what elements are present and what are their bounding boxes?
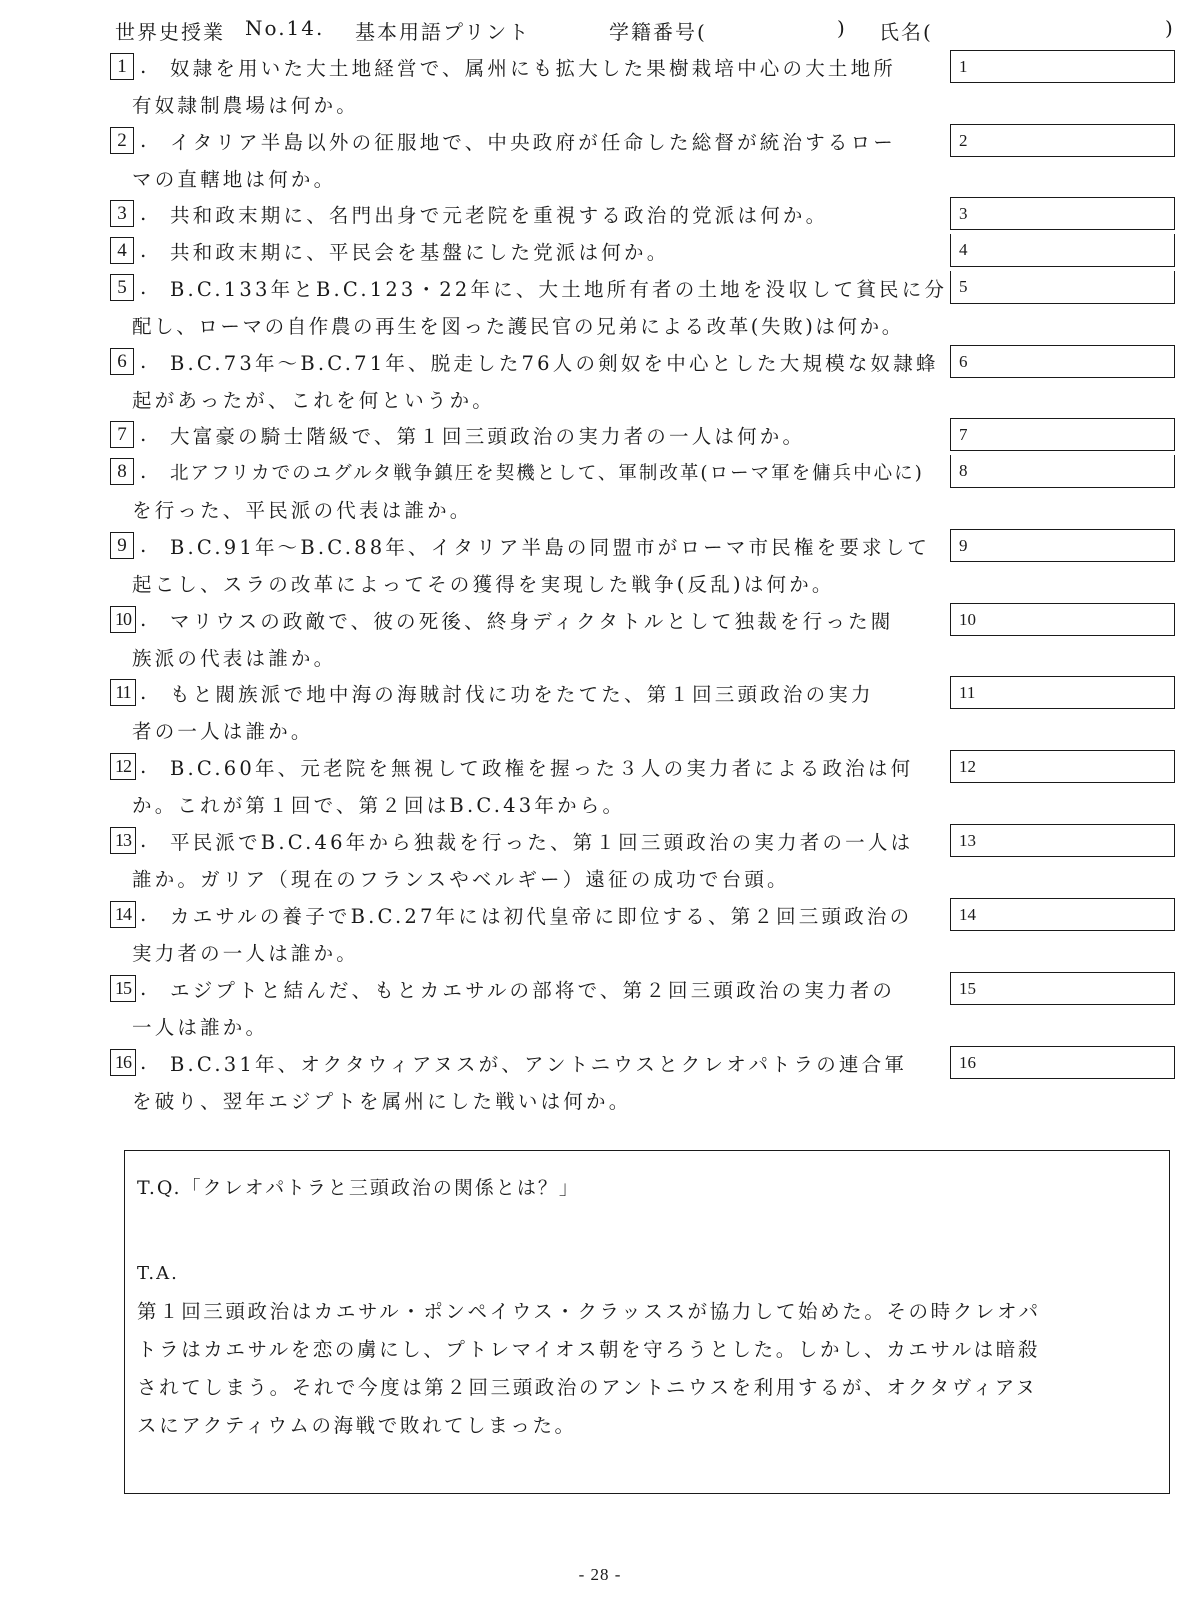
answer-box-2[interactable]: 2 <box>950 124 1175 157</box>
question-text-line2: 起こし、スラの改革によってその獲得を実現した戦争(反乱)は何か。 <box>132 573 835 596</box>
question-text-line1: カエサルの養子でB.C.27年には初代皇帝に即位する、第２回三頭政治の <box>170 905 913 928</box>
student-number-label: 学籍番号( <box>609 20 707 44</box>
answer-box-14[interactable]: 14 <box>950 898 1175 931</box>
question-text-line2: か。これが第１回で、第２回はB.C.43年から。 <box>132 794 626 817</box>
answer-box-10[interactable]: 10 <box>950 603 1175 636</box>
name-label: 氏名( <box>879 20 933 44</box>
question-text-line1: 北アフリカでのユグルタ戦争鎮圧を契機として、軍制改革(ローマ軍を傭兵中心に) <box>170 463 924 484</box>
question-text-line2: 一人は誰か。 <box>132 1016 269 1039</box>
course-title: 世界史授業 <box>115 20 225 44</box>
print-title: 基本用語プリント <box>355 20 531 44</box>
answer-box-5[interactable]: 5 <box>950 271 1175 304</box>
answer-box-7[interactable]: 7 <box>950 418 1175 451</box>
question-number: 10 <box>110 606 136 633</box>
question-text-line2: 族派の代表は誰か。 <box>132 647 337 670</box>
question-text-line2: 起があったが、これを何というか。 <box>132 389 496 412</box>
question-number: 13 <box>110 827 136 854</box>
question-text-line2: を破り、翌年エジプトを属州にした戦いは何か。 <box>132 1090 632 1113</box>
answer-box-13[interactable]: 13 <box>950 824 1175 857</box>
question-text-line1: マリウスの政敵で、彼の死後、終身ディクタトルとして独裁を行った閥 <box>170 610 894 633</box>
question-text-line2: 有奴隷制農場は何か。 <box>132 94 360 117</box>
question-text-line2: マの直轄地は何か。 <box>132 168 337 191</box>
question-text-line1: 奴隷を用いた大土地経営で、属州にも拡大した果樹栽培中心の大土地所 <box>170 57 897 80</box>
question-text-line1: エジプトと結んだ、もとカエサルの部将で、第２回三頭政治の実力者の <box>170 979 896 1002</box>
answer-box-8[interactable]: 8 <box>950 455 1175 488</box>
answer-line: トラはカエサルを恋の虜にし、プトレマイオス朝を守ろうとした。しかし、カエサルは暗殺 <box>137 1338 1040 1361</box>
question-number: 5 <box>110 274 134 301</box>
question-number: 15 <box>110 975 136 1002</box>
question-text-line1: もと閥族派で地中海の海賊討伐に功をたてた、第１回三頭政治の実力 <box>170 683 874 706</box>
think-answer-label: T.A. <box>137 1263 179 1284</box>
question-text-line1: B.C.31年、オクタウィアヌスが、アントニウスとクレオパトラの連合軍 <box>170 1053 908 1076</box>
question-number: 2 <box>110 127 134 154</box>
think-question-box <box>124 1150 1170 1494</box>
question-number: 9 <box>110 532 134 559</box>
question-text-line1: B.C.73年～B.C.71年、脱走した76人の剣奴を中心とした大規模な奴隷蜂 <box>170 352 939 375</box>
question-text-line1: イタリア半島以外の征服地で、中央政府が任命した総督が統治するロー <box>170 131 897 154</box>
question-number: 8 <box>110 458 134 485</box>
question-text-line1: B.C.60年、元老院を無視して政権を握った３人の実力者による政治は何 <box>170 757 914 780</box>
page-number: - 28 - <box>578 1565 622 1584</box>
question-number: 1 <box>110 53 134 80</box>
question-text-line1: 平民派でB.C.46年から独裁を行った、第１回三頭政治の実力者の一人は <box>170 831 914 854</box>
question-text-line2: 者の一人は誰か。 <box>132 720 314 743</box>
answer-box-16[interactable]: 16 <box>950 1046 1175 1079</box>
answer-box-3[interactable]: 3 <box>950 197 1175 230</box>
print-number: No.14. <box>245 16 325 40</box>
question-text-line1: B.C.133年とB.C.123・22年に、大土地所有者の土地を没収して貧民に分 <box>170 278 948 301</box>
question-number: 4 <box>110 237 134 264</box>
question-number: 6 <box>110 348 134 375</box>
question-text-line1: B.C.91年～B.C.88年、イタリア半島の同盟市がローマ市民権を要求して <box>170 536 931 559</box>
answer-box-15[interactable]: 15 <box>950 972 1175 1005</box>
page-header <box>115 12 1175 48</box>
answer-line: 第１回三頭政治はカエサル・ポンペイウス・クラッススが協力して始めた。その時クレオパ <box>137 1300 1041 1323</box>
question-text-line1: 共和政末期に、平民会を基盤にした党派は何か。 <box>170 241 670 264</box>
answer-box-4[interactable]: 4 <box>950 234 1175 267</box>
answer-box-12[interactable]: 12 <box>950 750 1175 783</box>
answer-box-11[interactable]: 11 <box>950 676 1175 709</box>
answer-box-1[interactable]: 1 <box>950 50 1175 83</box>
answer-line: されてしまう。それで今度は第２回三頭政治のアントニウスを利用するが、オクタヴィアヌ <box>137 1376 1038 1399</box>
question-number: 11 <box>110 679 136 706</box>
question-number: 14 <box>110 901 136 928</box>
question-text-line2: 誰か。ガリア（現在のフランスやベルギー）遠征の成功で台頭。 <box>132 868 790 891</box>
question-text-line1: 共和政末期に、名門出身で元老院を重視する政治的党派は何か。 <box>170 204 829 227</box>
student-number-close: ) <box>837 16 847 40</box>
question-text-line1: 大富豪の騎士階級で、第１回三頭政治の実力者の一人は何か。 <box>170 425 806 448</box>
question-number: 12 <box>110 753 136 780</box>
question-number: 16 <box>110 1049 136 1076</box>
question-text-line2: 実力者の一人は誰か。 <box>132 942 360 965</box>
answer-box-6[interactable]: 6 <box>950 345 1175 378</box>
think-question: T.Q.「クレオパトラと三頭政治の関係とは？」 <box>137 1177 580 1199</box>
name-close: ) <box>1165 16 1175 40</box>
question-number: 3 <box>110 200 134 227</box>
think-answer-text[interactable] <box>137 1293 1157 1445</box>
question-number: 7 <box>110 421 134 448</box>
answer-line: スにアクティウムの海戦で敗れてしまった。 <box>137 1414 577 1437</box>
answer-box-9[interactable]: 9 <box>950 529 1175 562</box>
question-text-line2: を行った、平民派の代表は誰か。 <box>132 499 473 522</box>
question-text-line2: 配し、ローマの自作農の再生を図った護民官の兄弟による改革(失敗)は何か。 <box>132 315 904 338</box>
